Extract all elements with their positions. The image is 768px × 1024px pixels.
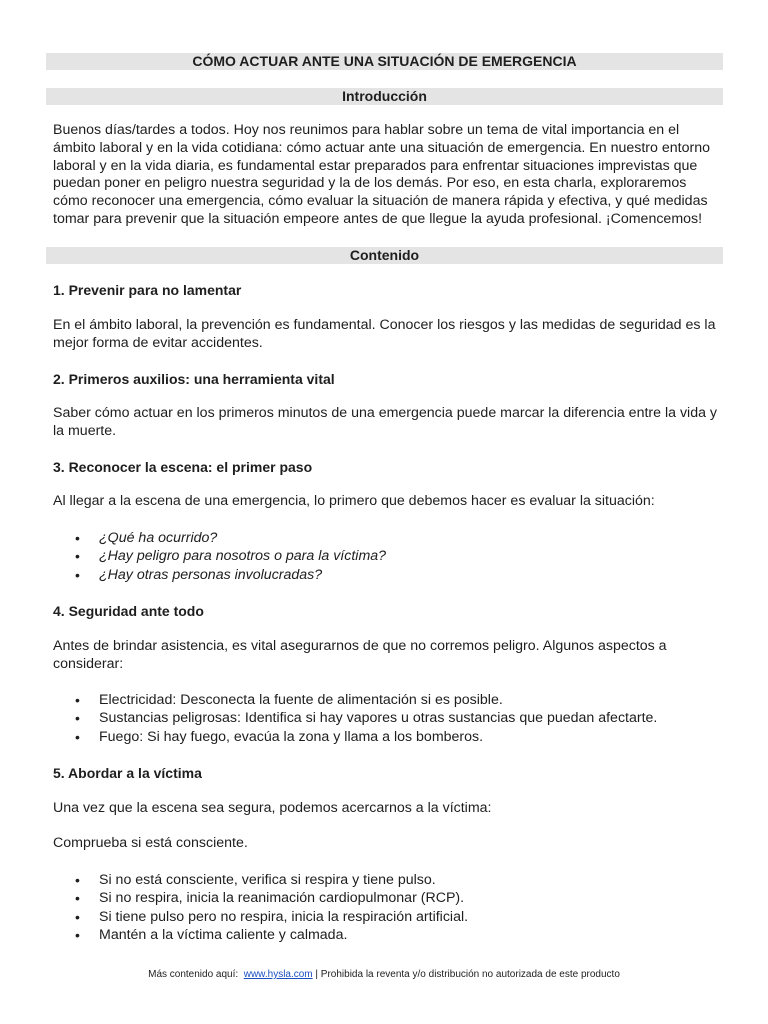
section-5-list [53,871,468,944]
bullet-icon: • [75,926,80,943]
section-5-heading: 5. Abordar a la víctima [53,765,202,781]
section-4-list [53,691,657,746]
section-5-paragraph-2: Comprueba si está consciente. [53,835,248,851]
list-item: • Fuego: Si hay fuego, evacúa la zona y llama a los bomberos. [75,728,484,745]
section-5-paragraph: Una vez que la escena sea segura, podemos acercarnos a la víctima: [53,800,492,816]
list-item: • Si no respira, inicia la reanimación cardiopulmonar (RCP). [75,890,465,907]
list-item: • Si no está consciente, verifica si respira y tiene pulso. [75,872,436,888]
bullet-icon: • [75,872,80,888]
bullet-icon: • [75,890,80,907]
section-1-heading: 1. Prevenir para no lamentar [53,282,242,298]
bullet-icon: • [75,908,80,925]
bullet-icon: • [75,548,80,565]
list-item: • ¿Qué ha ocurrido? [75,530,218,546]
list-item: • Sustancias peligrosas: Identifica si hay vapores u otras sustancias que puedan afectarte. [75,710,658,727]
section-2-heading: 2. Primeros auxilios: una herramienta vital [53,371,335,387]
content-heading: Contenido [46,247,723,264]
footer [0,968,768,981]
footer-link[interactable]: www.hysla.com [243,969,313,980]
list-item: • ¿Hay peligro para nosotros o para la víctima? [75,548,387,565]
bullet-icon: • [75,530,80,546]
document-title: CÓMO ACTUAR ANTE UNA SITUACIÓN DE EMERGENCIA [46,53,723,70]
footer-prefix: Más contenido aquí: [148,969,239,980]
section-1-paragraph: En el ámbito laboral, la prevención es fundamental. Conocer los riesgos y las medidas de seguridad es la mejor forma de evitar accidentes. [53,317,716,351]
section-3-heading: 3. Reconocer la escena: el primer paso [53,459,313,475]
list-item: • Mantén a la víctima caliente y calmada. [75,926,348,943]
footer-suffix: | Prohibida la reventa y/o distribución no autorizada de este producto [315,969,620,980]
bullet-icon: • [75,692,80,708]
intro-heading: Introducción [46,88,723,105]
bullet-icon: • [75,566,80,583]
section-4-heading: 4. Seguridad ante todo [53,603,204,619]
section-3-list [53,529,386,584]
list-item: • Si tiene pulso pero no respira, inicia la respiración artificial. [75,908,469,925]
section-3-paragraph: Al llegar a la escena de una emergencia, lo primero que debemos hacer es evaluar la situación: [53,493,655,509]
bullet-icon: • [75,710,80,727]
list-item: • ¿Hay otras personas involucradas? [75,566,323,583]
bullet-icon: • [75,728,80,745]
intro-paragraph: Buenos días/tardes a todos. Hoy nos reunimos para hablar sobre un tema de vital importancia en el ámbito laboral y en la vida cotidiana: cómo actuar ante una situación de emergencia. En nuestro entorno laboral y en la vida diaria, es fundamental estar preparados para enfrentar situaciones imprevistas que puedan poner en peligro nuestra seguridad y la de los demás. Por eso, en esta charla, exploraremos cómo reconocer una emergencia, cómo evaluar la situación de manera rápida y efectiva, y qué medidas tomar para prevenir que la situación empeore antes de que llegue la ayuda profesional. ¡Comencemos! [53,122,710,227]
list-item: • Electricidad: Desconecta la fuente de alimentación si es posible. [75,692,503,708]
section-4-paragraph: Antes de brindar asistencia, es vital asegurarnos de que no corremos peligro. Algunos aspectos a considerar: [53,638,667,672]
section-2-paragraph: Saber cómo actuar en los primeros minutos de una emergencia puede marcar la diferencia entre la vida y la muerte. [53,405,718,439]
